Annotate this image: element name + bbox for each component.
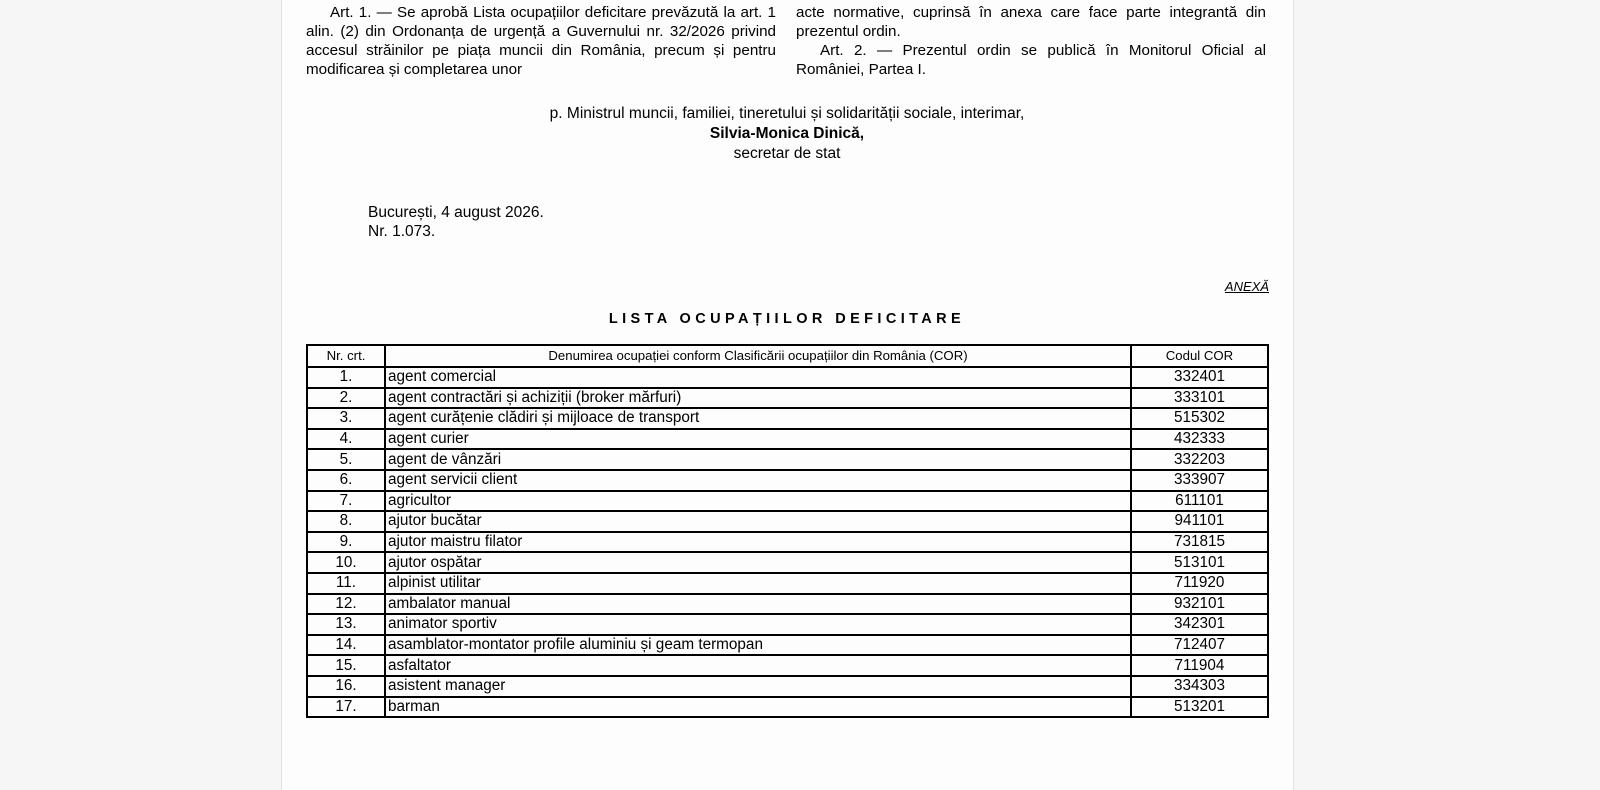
cell-occupation-name: ajutor ospătar [385, 552, 1131, 573]
order-number: Nr. 1.073. [368, 223, 436, 240]
cell-nr: 15. [307, 655, 385, 676]
cell-nr: 13. [307, 614, 385, 635]
header-name: Denumirea ocupației conform Clasificării ocupațiilor din România (COR) [385, 345, 1131, 367]
place-date-block [368, 203, 544, 241]
table-row [307, 367, 1268, 388]
table-row [307, 635, 1268, 656]
cell-occupation-name: agent curier [385, 429, 1131, 450]
cell-cor-code: 941101 [1131, 511, 1268, 532]
article-1-text: Art. 1. — Se aprobă Lista ocupațiilor deficitare prevăzută la art. 1 alin. (2) din Ordonanța de urgență a Guvernului nr. 32/2026 privind accesul străinilor pe piața muncii din România, precum și pentru modificarea și completarea unor [306, 4, 776, 78]
table-row [307, 594, 1268, 615]
table-row [307, 697, 1268, 718]
cell-cor-code: 515302 [1131, 408, 1268, 429]
signature-title: secretar de stat [733, 145, 841, 162]
cell-cor-code: 432333 [1131, 429, 1268, 450]
cell-nr: 16. [307, 676, 385, 697]
cell-nr: 8. [307, 511, 385, 532]
occupations-table [306, 344, 1269, 718]
header-nr: Nr. crt. [307, 345, 385, 367]
table-row [307, 408, 1268, 429]
cell-cor-code: 711920 [1131, 573, 1268, 594]
cell-nr: 2. [307, 388, 385, 409]
table-row [307, 573, 1268, 594]
cell-nr: 7. [307, 491, 385, 512]
cell-nr: 11. [307, 573, 385, 594]
cell-occupation-name: agricultor [385, 491, 1131, 512]
cell-occupation-name: ajutor bucătar [385, 511, 1131, 532]
cell-nr: 9. [307, 532, 385, 553]
signature-role: p. Ministrul muncii, familiei, tineretului și solidarității sociale, interimar, [549, 105, 1025, 122]
cell-occupation-name: agent contractări și achiziții (broker mărfuri) [385, 388, 1131, 409]
cell-nr: 1. [307, 367, 385, 388]
cell-cor-code: 932101 [1131, 594, 1268, 615]
cell-occupation-name: barman [385, 697, 1131, 718]
annex-label: ANEXĂ [1224, 279, 1269, 294]
cell-nr: 17. [307, 697, 385, 718]
cell-occupation-name: agent curățenie clădiri și mijloace de transport [385, 408, 1131, 429]
cell-cor-code: 334303 [1131, 676, 1268, 697]
list-title: LISTA OCUPAȚIILOR DEFICITARE [608, 311, 966, 327]
article-1-continuation: acte normative, cuprinsă în anexa care face parte integrantă din prezentul ordin. [796, 4, 1266, 40]
cell-cor-code: 711904 [1131, 655, 1268, 676]
place-and-date: București, 4 august 2026. [368, 204, 544, 221]
table-row [307, 429, 1268, 450]
right-column [796, 3, 1266, 79]
cell-occupation-name: asistent manager [385, 676, 1131, 697]
cell-nr: 5. [307, 449, 385, 470]
cell-cor-code: 712407 [1131, 635, 1268, 656]
cell-occupation-name: ajutor maistru filator [385, 532, 1131, 553]
table-row [307, 491, 1268, 512]
cell-nr: 10. [307, 552, 385, 573]
cell-occupation-name: alpinist utilitar [385, 573, 1131, 594]
cell-cor-code: 332203 [1131, 449, 1268, 470]
table-row [307, 470, 1268, 491]
left-column [306, 3, 776, 79]
cell-occupation-name: agent de vânzări [385, 449, 1131, 470]
table-row [307, 388, 1268, 409]
cell-occupation-name: asfaltator [385, 655, 1131, 676]
cell-occupation-name: asamblator-montator profile aluminiu și geam termopan [385, 635, 1131, 656]
table-row [307, 532, 1268, 553]
cell-nr: 12. [307, 594, 385, 615]
document-page [281, 0, 1294, 790]
table-row [307, 614, 1268, 635]
cell-nr: 6. [307, 470, 385, 491]
cell-cor-code: 513101 [1131, 552, 1268, 573]
table-row [307, 655, 1268, 676]
table-row [307, 552, 1268, 573]
table-row [307, 676, 1268, 697]
cell-occupation-name: agent comercial [385, 367, 1131, 388]
cell-cor-code: 611101 [1131, 491, 1268, 512]
table-row [307, 511, 1268, 532]
table-body [307, 367, 1268, 717]
table-row [307, 449, 1268, 470]
cell-occupation-name: ambalator manual [385, 594, 1131, 615]
cell-cor-code: 731815 [1131, 532, 1268, 553]
signature-name: Silvia-Monica Dinică, [709, 125, 865, 142]
cell-occupation-name: agent servicii client [385, 470, 1131, 491]
cell-nr: 3. [307, 408, 385, 429]
table-header-row [307, 345, 1268, 367]
cell-nr: 4. [307, 429, 385, 450]
cell-cor-code: 342301 [1131, 614, 1268, 635]
cell-occupation-name: animator sportiv [385, 614, 1131, 635]
cell-cor-code: 513201 [1131, 697, 1268, 718]
cell-cor-code: 333101 [1131, 388, 1268, 409]
cell-cor-code: 333907 [1131, 470, 1268, 491]
header-code: Codul COR [1131, 345, 1268, 367]
cell-cor-code: 332401 [1131, 367, 1268, 388]
signature-block [306, 104, 1268, 164]
article-2-text: Art. 2. — Prezentul ordin se publică în Monitorul Oficial al României, Partea I. [796, 42, 1266, 78]
cell-nr: 14. [307, 635, 385, 656]
